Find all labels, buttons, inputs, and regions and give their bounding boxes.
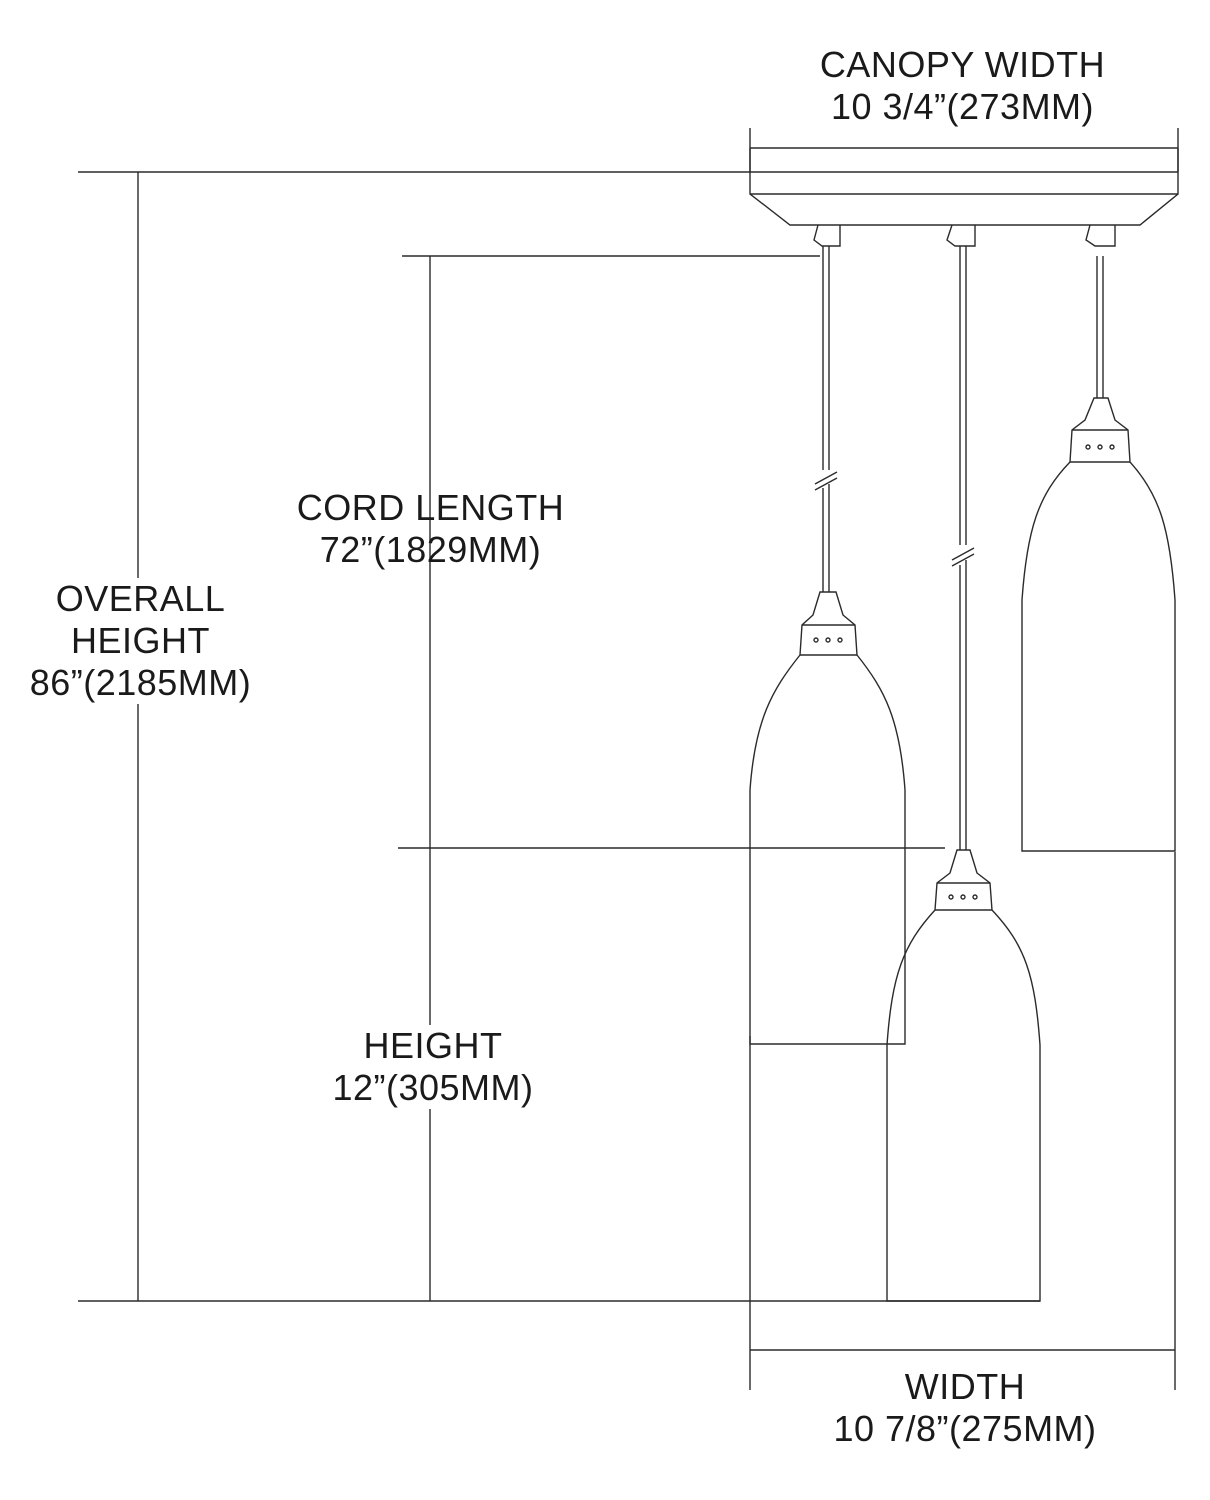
height-label: [318, 1025, 548, 1109]
cord-length-label: [283, 487, 578, 571]
canopy-width-value: 10 3/4”(273MM): [830, 86, 1095, 127]
pendant-left: [750, 225, 905, 1044]
width-title: WIDTH: [904, 1366, 1026, 1407]
overall-height-value: 86”(2185MM): [29, 662, 252, 703]
overall-height-label: [18, 578, 263, 704]
cord-length-value: 72”(1829MM): [319, 529, 542, 570]
pendant-right: [1022, 225, 1175, 851]
height-title: HEIGHT: [363, 1025, 503, 1066]
canopy-width-label: [800, 44, 1125, 128]
overall-height-dimension: [78, 172, 1178, 1301]
width-dimension: [750, 852, 1175, 1390]
canopy-width-title: CANOPY WIDTH: [819, 44, 1106, 85]
canopy-width-dimension: [750, 128, 1178, 172]
width-label: [815, 1366, 1115, 1450]
canopy: [750, 148, 1178, 225]
pendant-center: [887, 225, 1040, 1301]
height-value: 12”(305MM): [332, 1067, 534, 1108]
overall-height-title-line1: OVERALL: [55, 578, 226, 619]
overall-height-title-line2: HEIGHT: [70, 620, 210, 661]
cord-length-dimension: [398, 256, 945, 1301]
cord-length-title: CORD LENGTH: [296, 487, 565, 528]
width-value: 10 7/8”(275MM): [833, 1408, 1097, 1449]
